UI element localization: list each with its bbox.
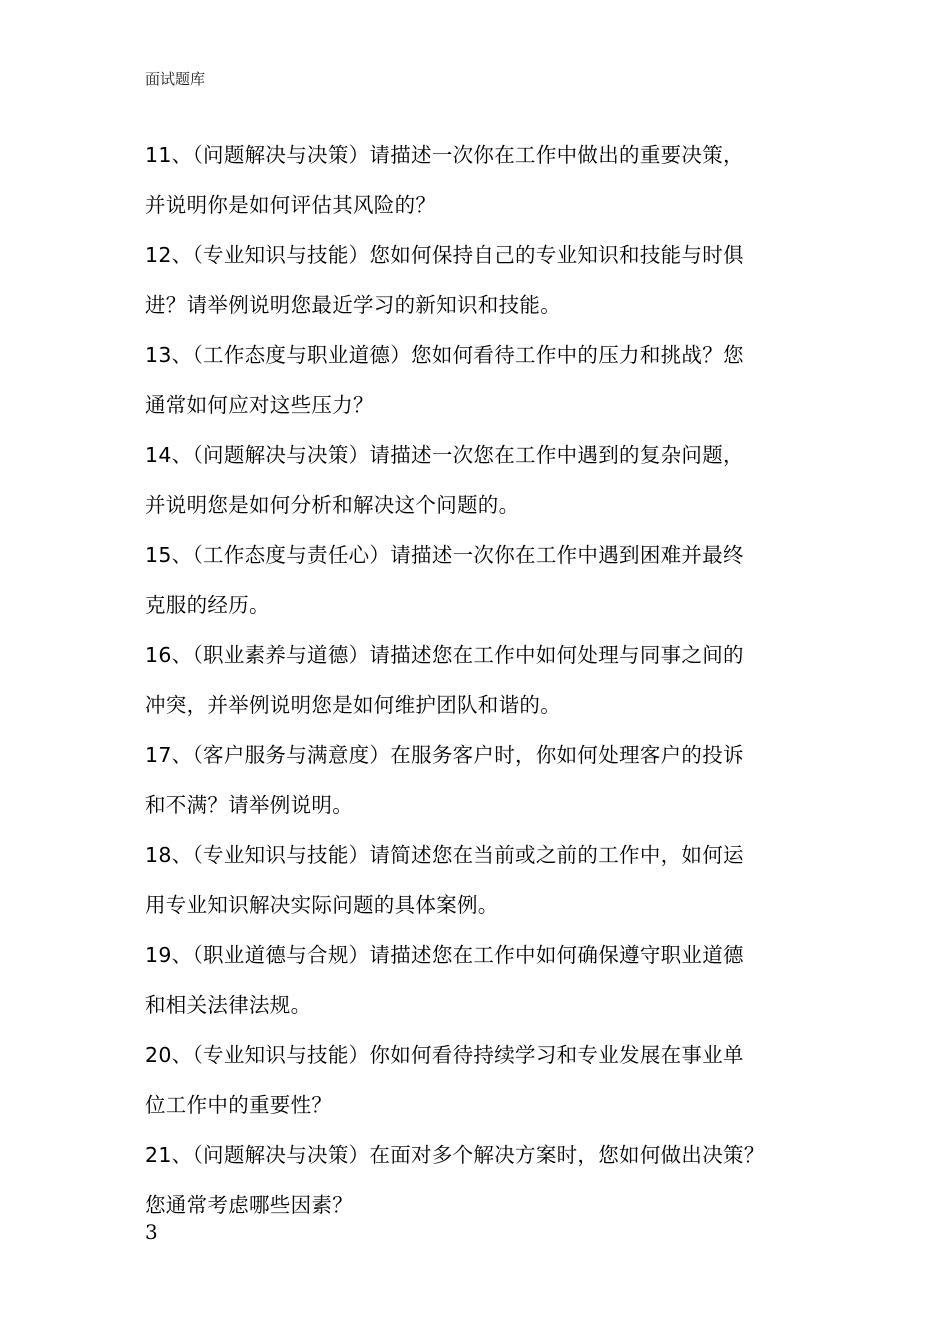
question-line: 19、（职业道德与合规）请描述您在工作中如何确保遵守职业道德 bbox=[145, 943, 744, 967]
question-line: 位工作中的重要性？ bbox=[145, 1093, 333, 1117]
question-line: 您通常考虑哪些因素？ bbox=[145, 1193, 353, 1217]
question-line: 克服的经历。 bbox=[145, 593, 270, 617]
question-line: 进？请举例说明您最近学习的新知识和技能。 bbox=[145, 293, 561, 317]
question-line: 21、（问题解决与决策）在面对多个解决方案时，您如何做出决策？ bbox=[145, 1143, 765, 1167]
page-header-title: 面试题库 bbox=[145, 70, 206, 88]
question-line: 12、（专业知识与技能）您如何保持自己的专业知识和技能与时俱 bbox=[145, 243, 744, 267]
question-line: 20、（专业知识与技能）你如何看待持续学习和专业发展在事业单 bbox=[145, 1043, 744, 1067]
question-line: 17、（客户服务与满意度）在服务客户时，你如何处理客户的投诉 bbox=[145, 743, 744, 767]
question-line: 并说明您是如何分析和解决这个问题的。 bbox=[145, 493, 520, 517]
question-line: 通常如何应对这些压力？ bbox=[145, 393, 374, 417]
question-line: 16、（职业素养与道德）请描述您在工作中如何处理与同事之间的 bbox=[145, 643, 744, 667]
question-item bbox=[145, 330, 810, 430]
question-item bbox=[145, 1130, 810, 1230]
question-item bbox=[145, 830, 810, 930]
question-line: 11、（问题解决与决策）请描述一次你在工作中做出的重要决策， bbox=[145, 143, 744, 167]
question-line: 15、（工作态度与责任心）请描述一次你在工作中遇到困难并最终 bbox=[145, 543, 744, 567]
question-line: 冲突，并举例说明您是如何维护团队和谐的。 bbox=[145, 693, 561, 717]
question-line: 用专业知识解决实际问题的具体案例。 bbox=[145, 893, 499, 917]
question-item bbox=[145, 130, 810, 230]
question-list bbox=[145, 130, 810, 1230]
question-line: 18、（专业知识与技能）请简述您在当前或之前的工作中，如何运 bbox=[145, 843, 744, 867]
question-item bbox=[145, 1030, 810, 1130]
question-item bbox=[145, 430, 810, 530]
question-line: 和相关法律法规。 bbox=[145, 993, 312, 1017]
question-item bbox=[145, 630, 810, 730]
page-number: 3 bbox=[145, 1220, 158, 1244]
question-line: 14、（问题解决与决策）请描述一次您在工作中遇到的复杂问题， bbox=[145, 443, 744, 467]
question-line: 13、（工作态度与职业道德）您如何看待工作中的压力和挑战？您 bbox=[145, 343, 744, 367]
question-item bbox=[145, 230, 810, 330]
question-item bbox=[145, 930, 810, 1030]
question-line: 和不满？请举例说明。 bbox=[145, 793, 353, 817]
question-item bbox=[145, 530, 810, 630]
question-line: 并说明你是如何评估其风险的？ bbox=[145, 193, 437, 217]
question-item bbox=[145, 730, 810, 830]
